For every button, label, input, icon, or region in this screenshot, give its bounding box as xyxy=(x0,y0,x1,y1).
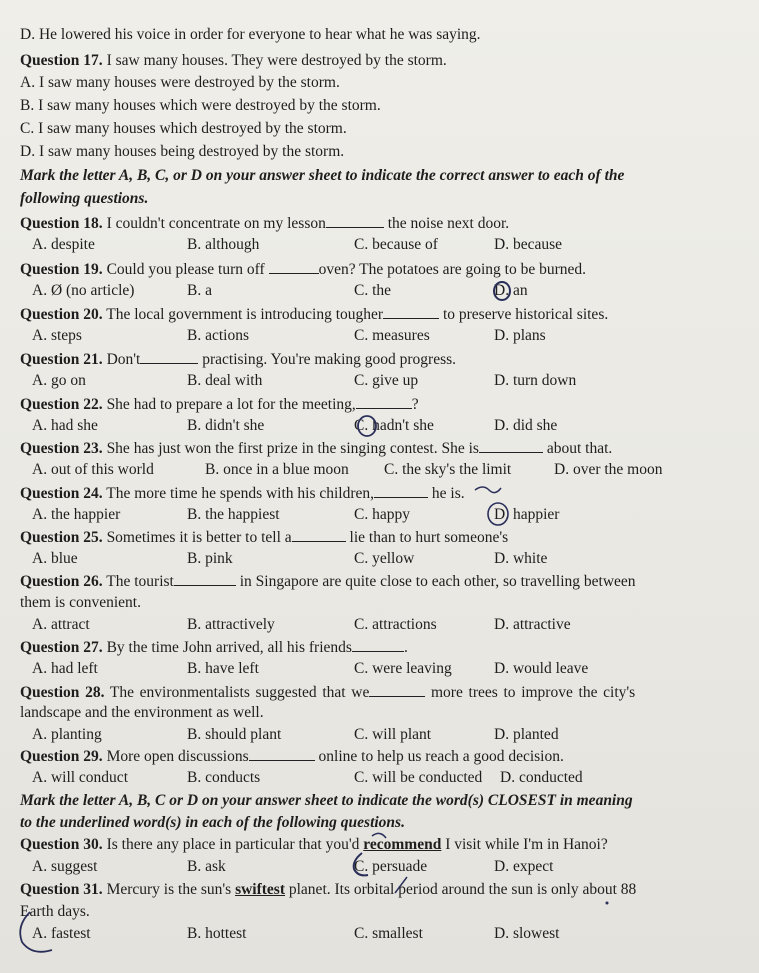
q29-text-pre: More open discussions xyxy=(102,748,249,765)
q17-option-d: D. I saw many houses being destroyed by the storm. xyxy=(20,143,345,160)
q27-option-a: A. had left xyxy=(32,660,98,677)
q30-option-c: C. persuade xyxy=(354,858,428,875)
q17-option-a: A. I saw many houses were destroyed by the storm. xyxy=(20,74,340,91)
q31-option-d: D. slowest xyxy=(494,925,560,942)
q26-text-pre: The tourist xyxy=(102,573,174,590)
q19-label: Question 19. xyxy=(20,261,103,278)
q23-option-d: D. over the moon xyxy=(554,461,663,478)
q24-text-pre: The more time he spends with his children, xyxy=(102,485,375,502)
q28-option-b: B. should plant xyxy=(187,726,282,743)
q28-label: Question 28. xyxy=(20,684,105,701)
q30-underlined-word: recommend xyxy=(363,836,442,853)
q26-stem-line2: them is convenient. xyxy=(20,594,141,611)
ink-dot xyxy=(606,902,609,905)
q29-option-b: B. conducts xyxy=(187,769,261,786)
q18-blank xyxy=(326,213,384,228)
q22-option-b: B. didn't she xyxy=(187,417,265,434)
q26-option-b: B. attractively xyxy=(187,616,275,633)
q22-text-post: ? xyxy=(411,396,419,413)
instruction-1-line2: following questions. xyxy=(20,190,149,207)
q27-option-b: B. have left xyxy=(187,660,259,677)
q20-label: Question 20. xyxy=(20,306,103,323)
q31-text-pre: Mercury is the sun's xyxy=(102,881,236,898)
q26-blank xyxy=(174,571,236,586)
q31-stem-line2: Earth days. xyxy=(20,903,90,920)
q18-text-post: the noise next door. xyxy=(383,215,510,232)
q18-option-b: B. although xyxy=(187,236,260,253)
q17-label: Question 17. xyxy=(20,52,103,69)
q23-label: Question 23. xyxy=(20,440,103,457)
q19-option-b: B. a xyxy=(187,282,212,299)
q31-option-c: C. smallest xyxy=(354,925,423,942)
q29-option-a: A. will conduct xyxy=(32,769,128,786)
q24-stem xyxy=(20,483,465,504)
q27-option-d: D. would leave xyxy=(494,660,589,677)
q20-option-a: A. steps xyxy=(32,327,82,344)
q25-stem xyxy=(20,527,508,548)
instruction-1-line1: Mark the letter A, B, C, or D on your answer sheet to indicate the correct answer to each of the xyxy=(20,167,625,184)
q24-squiggle-mark xyxy=(475,487,501,493)
q28-text-pre: The environmentalists suggested that we xyxy=(104,684,370,701)
q30-option-d: D. expect xyxy=(494,858,554,875)
q21-option-b: B. deal with xyxy=(187,372,263,389)
q22-stem xyxy=(20,394,419,415)
q19-option-d: D. an xyxy=(494,282,528,299)
q20-option-c: C. measures xyxy=(354,327,430,344)
q29-option-d: D. conducted xyxy=(500,769,583,786)
q21-stem xyxy=(20,349,456,370)
q29-stem xyxy=(20,746,564,767)
q24-option-b: B. the happiest xyxy=(187,506,280,523)
q17-text: I saw many houses. They were destroyed by the storm. xyxy=(102,52,447,69)
q17-option-b: B. I saw many houses which were destroyed by the storm. xyxy=(20,97,381,114)
q20-stem xyxy=(20,304,608,325)
q26-option-a: A. attract xyxy=(32,616,90,633)
q22-text-pre: She had to prepare a lot for the meeting, xyxy=(102,396,356,413)
q30-text-pre: Is there any place in particular that you'd xyxy=(102,836,364,853)
q21-option-d: D. turn down xyxy=(494,372,577,389)
q27-option-c: C. were leaving xyxy=(354,660,452,677)
q20-text-post: to preserve historical sites. xyxy=(439,306,609,323)
q28-option-a: A. planting xyxy=(32,726,102,743)
q25-blank xyxy=(292,527,346,542)
q24-option-a: A. the happier xyxy=(32,506,121,523)
q27-text-post: . xyxy=(403,639,408,656)
q29-text-post: online to help us reach a good decision. xyxy=(314,748,564,765)
q20-text-pre: The local government is introducing tougher xyxy=(102,306,384,323)
q31-underlined-word: swiftest xyxy=(235,881,285,898)
q28-stem xyxy=(20,682,635,703)
q28-option-d: D. planted xyxy=(494,726,559,743)
q19-blank xyxy=(269,259,319,274)
q28-stem-line2: landscape and the environment as well. xyxy=(20,704,264,721)
q24-option-c: C. happy xyxy=(354,506,410,523)
q18-label: Question 18. xyxy=(20,215,103,232)
q27-stem xyxy=(20,637,408,658)
q27-label: Question 27. xyxy=(20,639,103,656)
q22-option-d: D. did she xyxy=(494,417,558,434)
q28-text-post: more trees to improve the city's xyxy=(425,684,636,701)
q30-option-b: B. ask xyxy=(187,858,226,875)
q29-option-c: C. will be conducted xyxy=(354,769,483,786)
q25-option-b: B. pink xyxy=(187,550,233,567)
q22-blank xyxy=(356,394,412,409)
q19-text-pre: Could you please turn off xyxy=(102,261,269,278)
q23-option-a: A. out of this world xyxy=(32,461,154,478)
q28-option-c: C. will plant xyxy=(354,726,432,743)
instruction-2-line1: Mark the letter A, B, C or D on your answer sheet to indicate the word(s) CLOSEST in meaning xyxy=(20,792,633,809)
q23-stem xyxy=(20,438,612,459)
q23-option-b: B. once in a blue moon xyxy=(205,461,349,478)
q20-blank xyxy=(383,304,439,319)
q19-option-c: C. the xyxy=(354,282,392,299)
q25-option-a: A. blue xyxy=(32,550,78,567)
q25-option-c: C. yellow xyxy=(354,550,415,567)
q27-text-pre: By the time John arrived, all his friends xyxy=(102,639,352,656)
q29-label: Question 29. xyxy=(20,748,103,765)
q18-text-pre: I couldn't concentrate on my lesson xyxy=(102,215,326,232)
instruction-2-line2: to the underlined word(s) in each of the following questions. xyxy=(20,814,405,831)
q17-option-c: C. I saw many houses which destroyed by the storm. xyxy=(20,120,347,137)
q23-blank xyxy=(479,438,543,453)
q23-option-c: C. the sky's the limit xyxy=(384,461,512,478)
q30-label: Question 30. xyxy=(20,836,103,853)
q18-option-a: A. despite xyxy=(32,236,95,253)
q22-option-c: C. hadn't she xyxy=(354,417,434,434)
q23-text-pre: She has just won the first prize in the singing contest. She is xyxy=(102,440,479,457)
q21-option-a: A. go on xyxy=(32,372,86,389)
q26-label: Question 26. xyxy=(20,573,103,590)
q25-text-pre: Sometimes it is better to tell a xyxy=(102,529,292,546)
q19-text-post: oven? The potatoes are going to be burned. xyxy=(318,261,587,278)
q20-option-b: B. actions xyxy=(187,327,249,344)
q25-label: Question 25. xyxy=(20,529,103,546)
q19-stem xyxy=(20,259,586,280)
q31-option-a: A. fastest xyxy=(32,925,91,942)
q22-label: Question 22. xyxy=(20,396,103,413)
q24-blank xyxy=(374,483,428,498)
q25-text-post: lie than to hurt someone's xyxy=(345,529,509,546)
q21-blank xyxy=(140,349,198,364)
q19-option-a: A. Ø (no article) xyxy=(32,282,135,299)
q17-stem xyxy=(20,51,447,71)
q23-text-post: about that. xyxy=(542,440,613,457)
q18-option-d: D. because xyxy=(494,236,562,253)
q21-label: Question 21. xyxy=(20,351,103,368)
q25-option-d: D. white xyxy=(494,550,548,567)
q24-label: Question 24. xyxy=(20,485,103,502)
q26-option-c: C. attractions xyxy=(354,616,437,633)
q21-option-c: C. give up xyxy=(354,372,419,389)
q27-blank xyxy=(352,637,404,652)
q18-option-c: C. because of xyxy=(354,236,438,253)
q21-text-post: practising. You're making good progress. xyxy=(198,351,457,368)
q29-blank xyxy=(249,746,315,761)
q30-option-a: A. suggest xyxy=(32,858,98,875)
q21-text-pre: Don't xyxy=(102,351,141,368)
q26-option-d: D. attractive xyxy=(494,616,571,633)
q31-label: Question 31. xyxy=(20,881,103,898)
q26-text-post: in Singapore are quite close to each other, so travelling between xyxy=(235,573,636,590)
q30-text-post: I visit while I'm in Hanoi? xyxy=(441,836,608,853)
q28-blank xyxy=(369,682,425,697)
q18-stem xyxy=(20,213,509,234)
q24-text-post: he is. xyxy=(428,485,465,502)
q16-option-d: D. He lowered his voice in order for everyone to hear what he was saying. xyxy=(20,26,481,43)
q20-option-d: D. plans xyxy=(494,327,546,344)
q31-option-b: B. hottest xyxy=(187,925,247,942)
q31-text-post: planet. Its orbital period around the sun is only about 88 xyxy=(285,881,637,898)
q26-stem xyxy=(20,571,636,592)
q22-option-a: A. had she xyxy=(32,417,98,434)
q30-stem xyxy=(20,835,608,855)
q31-stem xyxy=(20,880,636,900)
q24-option-d: D. happier xyxy=(494,506,560,523)
